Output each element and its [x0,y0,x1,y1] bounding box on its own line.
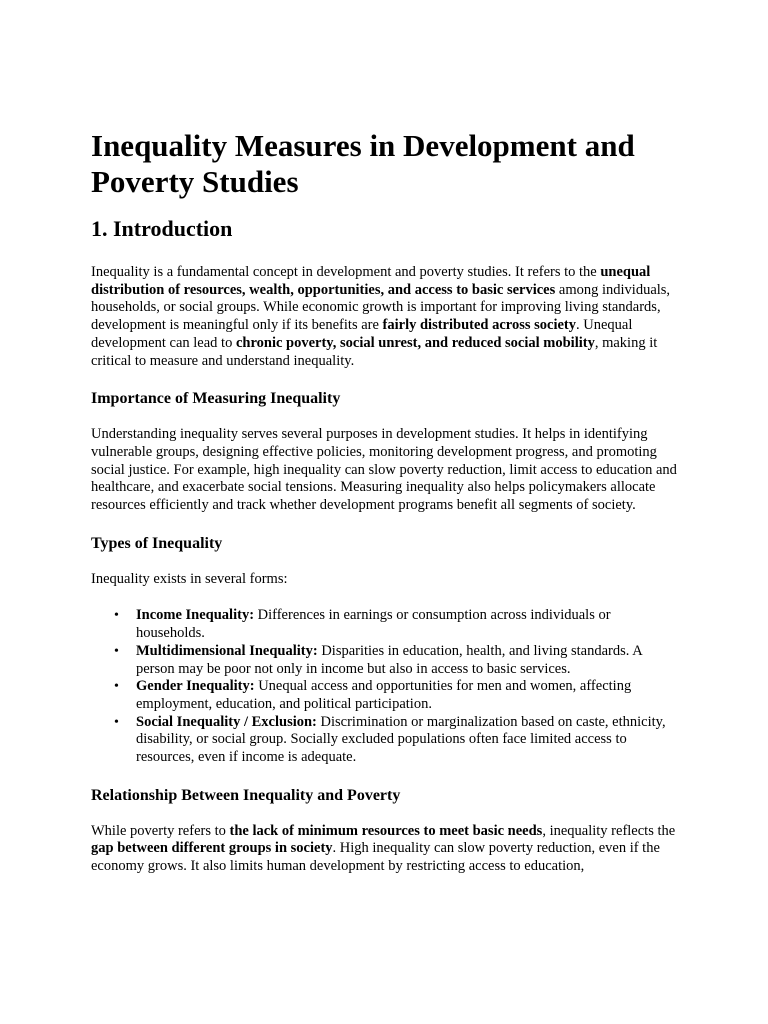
bullet-icon: • [114,679,119,695]
text-run: among individuals, households, or social groups. While economic growth is important for improving living standards, development is meaningful only if its benefits are [91,281,671,334]
text-run: , making it critical to measure and understand inequality. [91,334,658,369]
list-item [114,642,683,678]
bold-run: gap between different groups in society [91,840,333,857]
intro-paragraph [91,264,683,370]
text-run: . Unequal development can lead to [91,317,633,351]
list-item [114,713,683,767]
types-list [91,607,683,766]
bullet-icon: • [114,643,119,659]
list-text: Differences in earnings or consumption across individuals or households. [136,607,611,642]
list-item [114,607,683,642]
text-run: . High inequality can slow poverty reduction, even if the economy grows. It also limits human development by restricting access to education, [91,840,660,875]
list-term: Social Inequality / Exclusion: [136,713,317,730]
bullet-icon: • [114,608,119,624]
list-term: Multidimensional Inequality: [136,642,318,659]
bullet-icon: • [114,714,119,730]
list-term: Gender Inequality: [136,678,255,695]
bold-run: fairly distributed across society [382,317,576,334]
bold-run: chronic poverty, social unrest, and reduced social mobility [235,334,595,351]
list-item [114,678,683,713]
subheading-relationship: Relationship Between Inequality and Poverty [91,786,401,804]
bold-run: unequal distribution of resources, wealth, opportunities, and access to basic services [91,264,651,298]
list-text: Unequal access and opportunities for men and women, affecting employment, education, and political participation. [136,678,632,712]
list-term: Income Inequality: [136,607,255,624]
types-intro: Inequality exists in several forms: [91,570,288,587]
bold-run: the lack of minimum resources to meet basic needs [229,822,543,839]
document-title: Inequality Measures in Development and Poverty Studies [91,128,635,199]
list-text: Discrimination or marginalization based on caste, ethnicity, disability, or social group. Socially excluded populations often face limited access to resources, even if income is adequate. [136,713,666,766]
importance-paragraph: Understanding inequality serves several purposes in development studies. It helps in identifying vulnerable groups, designing effective policies, monitoring development progress, and promoting social justice. For example, high inequality can slow poverty reduction, limit access to education and healthcare, and exacerbate social tensions. Measuring inequality also helps policymakers allocate resources efficiently and track whether development programs benefit all segments of society. [91,426,677,514]
relationship-paragraph [91,823,683,876]
text-run: Inequality is a fundamental concept in development and poverty studies. It refers to the [91,264,601,280]
section-heading-introduction: 1. Introduction [91,216,233,241]
text-run: , inequality reflects the [542,822,676,839]
list-text: Disparities in education, health, and living standards. A person may be poor not only in income but also in access to basic services. [136,642,642,677]
subheading-importance: Importance of Measuring Inequality [91,390,341,408]
subheading-types: Types of Inequality [91,534,223,552]
text-run: While poverty refers to [91,822,230,839]
document-page [91,128,683,895]
